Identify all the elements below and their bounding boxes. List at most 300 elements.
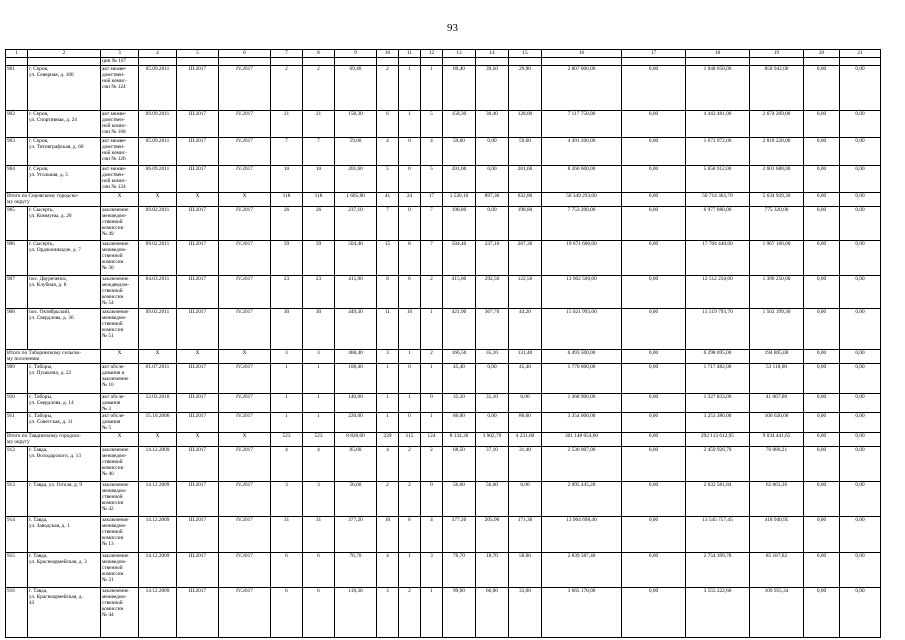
table-cell: 0,00 xyxy=(804,413,840,432)
table-cell: 2 601 688,00 xyxy=(750,166,804,193)
column-number-cell: 8 xyxy=(303,50,335,58)
table-cell: III.2017 xyxy=(177,552,219,587)
total-label-cell: Итого по Серовскому городско- му округу xyxy=(6,193,101,207)
table-cell: 6 xyxy=(271,552,303,587)
table-cell: X xyxy=(101,350,139,364)
table-cell: 2 095 445,20 xyxy=(542,481,622,516)
table-cell: 05.09.2011 xyxy=(139,66,177,111)
row-number-cell: 904 xyxy=(6,166,28,193)
table-cell: 632,80 xyxy=(509,193,542,207)
table-cell: 1 xyxy=(271,394,303,413)
table-cell: 4 491 200,00 xyxy=(542,138,622,166)
address-cell: г. Тавда, ул. Володарского, д. 13 xyxy=(28,446,101,481)
table-cell: 523 xyxy=(303,432,335,446)
table-cell: 0,00 xyxy=(840,166,881,193)
table-cell: III.2017 xyxy=(177,66,219,111)
table-cell: 194 805,00 xyxy=(750,350,804,364)
table-cell: ции № 167 xyxy=(101,58,139,66)
table-cell: 1 xyxy=(377,413,399,432)
table-cell: 39,50 xyxy=(476,66,509,111)
table-cell: 0,00 xyxy=(804,207,840,241)
table-cell: 115 xyxy=(399,432,421,446)
address-cell: г. Сысерть, ул. Орджоникидзе, д. 7 xyxy=(28,241,101,276)
table-cell: 4 xyxy=(303,446,335,481)
table-cell: 0,00 xyxy=(622,552,686,587)
table-cell: IV.2017 xyxy=(219,138,271,166)
table-cell: 1 xyxy=(399,111,421,138)
document-cell: акт межве- домствен- ной комис- сии № 124 xyxy=(101,166,139,193)
table-cell: 14.12.2009 xyxy=(139,446,177,481)
table-cell: 86,00 xyxy=(443,413,476,432)
table-cell: 0 xyxy=(399,413,421,432)
address-cell: пос. Двуреченск, ул. Клубная, д. 8 xyxy=(28,276,101,309)
table-row xyxy=(6,364,881,394)
table-cell: 2 754 399,78 xyxy=(686,552,750,587)
table-cell: 58,00 xyxy=(509,552,542,587)
table-cell: 6 493 500,00 xyxy=(542,350,622,364)
address-cell: пос. Октябрьский, ул. Свердлова, д. 36 xyxy=(28,309,101,350)
table-cell: 0,00 xyxy=(804,481,840,516)
total-row xyxy=(6,350,881,364)
table-cell: 4 xyxy=(271,446,303,481)
table-row xyxy=(6,138,881,166)
table-cell: 8 260 600,00 xyxy=(542,166,622,193)
table-cell: 205,90 xyxy=(476,516,509,552)
continuation-row xyxy=(6,58,881,66)
table-cell: 2 032 581,84 xyxy=(686,481,750,516)
table-cell: 418 940,95 xyxy=(750,516,804,552)
column-number-cell: 13 xyxy=(443,50,476,58)
column-number-cell: 19 xyxy=(750,50,804,58)
table-cell: 415,00 xyxy=(335,276,377,309)
resettlement-table xyxy=(5,49,881,638)
document-cell: заключение межведом- ственной комиссии № 42 xyxy=(101,481,139,516)
table-cell: 69,40 xyxy=(443,66,476,111)
table-cell: 0 xyxy=(399,364,421,394)
table-cell: 109 955,34 xyxy=(750,587,804,637)
table-cell: 2 xyxy=(303,66,335,111)
table-cell xyxy=(377,58,399,66)
table-cell: 0,00 xyxy=(476,207,509,241)
table-cell xyxy=(542,58,622,66)
table-cell: 0,00 xyxy=(622,193,686,207)
table-cell: 0,00 xyxy=(804,587,840,637)
table-cell: 56,60 xyxy=(335,481,377,516)
table-row xyxy=(6,66,881,111)
address-cell: г. Тавда, ул. Заводская, д. 1 xyxy=(28,516,101,552)
table-row xyxy=(6,516,881,552)
table-cell: 3 665 178,00 xyxy=(542,587,622,637)
document-cell: заключение межведом- ственной комиссии № 30 xyxy=(101,241,139,276)
table-cell: 0,00 xyxy=(622,481,686,516)
table-header-row xyxy=(6,50,881,58)
table-cell: 1 717 482,00 xyxy=(686,364,750,394)
table-cell: 12.03.2010 xyxy=(139,394,177,413)
table-cell: 1 xyxy=(303,364,335,394)
row-number-cell: 915 xyxy=(6,552,28,587)
table-cell: 0,00 xyxy=(840,446,881,481)
table-cell: 59,60 xyxy=(443,138,476,166)
table-cell: 86,00 xyxy=(509,413,542,432)
table-cell: 1 xyxy=(377,364,399,394)
column-number-cell: 6 xyxy=(219,50,271,58)
table-cell: 37,10 xyxy=(476,446,509,481)
table-cell: 198,80 xyxy=(509,207,542,241)
table-cell: 1 xyxy=(421,364,443,394)
document-cell: заключение межведом- ственной комиссии № 21 xyxy=(101,552,139,587)
table-cell: 31 xyxy=(271,516,303,552)
document-cell: акт обсле- дования № 3 xyxy=(101,394,139,413)
table-cell: 3 xyxy=(377,587,399,637)
table-cell: 3 253 380,00 xyxy=(686,413,750,432)
table-cell: 56 349 293,00 xyxy=(542,193,622,207)
table-cell: 301 148 054,60 xyxy=(542,432,622,446)
table-cell: 0,00 xyxy=(840,276,881,309)
table-cell: 68,50 xyxy=(443,446,476,481)
table-cell: X xyxy=(177,350,219,364)
table-cell: 1 xyxy=(399,350,421,364)
column-number-cell: 15 xyxy=(509,50,542,58)
table-cell: III.2017 xyxy=(177,309,219,350)
table-cell: 44,20 xyxy=(509,309,542,350)
table-cell: 421,90 xyxy=(443,309,476,350)
table-cell: IV.2017 xyxy=(219,207,271,241)
table-cell: 2 818 228,00 xyxy=(750,138,804,166)
table-cell: 09.02.2011 xyxy=(139,309,177,350)
table-cell: 41 xyxy=(377,193,399,207)
table-cell: IV.2017 xyxy=(219,394,271,413)
table-cell: 0,00 xyxy=(840,587,881,637)
table-cell: 7 753 200,00 xyxy=(542,207,622,241)
table-row xyxy=(6,394,881,413)
table-cell: 1 390 250,00 xyxy=(750,276,804,309)
table-cell: 0,00 xyxy=(840,66,881,111)
table-cell: 0,00 xyxy=(840,516,881,552)
table-cell: 12 512 250,00 xyxy=(686,276,750,309)
table-cell: 4 231,60 xyxy=(509,432,542,446)
table-row xyxy=(6,309,881,350)
table-cell: 2 xyxy=(377,66,399,111)
table-cell: IV.2017 xyxy=(219,552,271,587)
row-number-cell: 911 xyxy=(6,413,28,432)
table-cell: III.2017 xyxy=(177,481,219,516)
table-cell: 6 298 695,00 xyxy=(686,350,750,364)
document-cell: заключение межведом- ственной комиссии № 13 xyxy=(101,516,139,552)
table-cell: 76,70 xyxy=(443,552,476,587)
table-cell: III.2017 xyxy=(177,138,219,166)
table-cell: III.2017 xyxy=(177,516,219,552)
table-cell: 10 xyxy=(399,309,421,350)
table-cell: 897,30 xyxy=(476,193,509,207)
table-cell: 3 xyxy=(271,481,303,516)
table-cell: 0,00 xyxy=(840,552,881,587)
table-row xyxy=(6,481,881,516)
table-cell: 523 xyxy=(271,432,303,446)
table-cell: 0,00 xyxy=(804,516,840,552)
table-cell: 53 118,00 xyxy=(750,364,804,394)
table-cell: 59,60 xyxy=(335,138,377,166)
table-cell: 2 536 007,00 xyxy=(542,446,622,481)
table-cell: 6 xyxy=(271,587,303,637)
total-row xyxy=(6,432,881,446)
row-number-cell: 908 xyxy=(6,309,28,350)
table-cell: 1 xyxy=(421,66,443,111)
table-cell: 0,00 xyxy=(622,111,686,138)
table-cell: 449,30 xyxy=(335,309,377,350)
table-cell: 0,00 xyxy=(476,364,509,394)
table-cell: 10 xyxy=(377,516,399,552)
table-cell: IV.2017 xyxy=(219,166,271,193)
column-number-cell: 1 xyxy=(6,50,28,58)
table-cell: 0,00 xyxy=(840,193,881,207)
table-cell: 4 xyxy=(377,138,399,166)
table-cell xyxy=(476,58,509,66)
column-number-cell: 2 xyxy=(28,50,101,58)
document-cell: заключение межведом- ственной комиссии № 49 xyxy=(101,207,139,241)
table-cell: 1 327 833,00 xyxy=(686,394,750,413)
table-cell: 0,00 xyxy=(622,207,686,241)
table-cell: 122,50 xyxy=(509,276,542,309)
table-cell: 0,00 xyxy=(804,66,840,111)
table-cell: 13 902 500,00 xyxy=(542,276,622,309)
table-cell: 0 xyxy=(421,394,443,413)
table-cell: 124 xyxy=(421,432,443,446)
table-cell: 5 xyxy=(377,166,399,193)
table-cell: 41 067,00 xyxy=(750,394,804,413)
column-number-cell: 4 xyxy=(139,50,177,58)
table-cell: 0,00 xyxy=(840,364,881,394)
table-cell: III.2017 xyxy=(177,446,219,481)
table-cell xyxy=(804,58,840,66)
table-cell: III.2017 xyxy=(177,394,219,413)
column-number-cell: 9 xyxy=(335,50,377,58)
table-cell: 0,00 xyxy=(804,111,840,138)
table-cell: 30,40 xyxy=(476,111,509,138)
table-cell xyxy=(335,58,377,66)
table-cell: 201,60 xyxy=(509,166,542,193)
row-number-cell: 906 xyxy=(6,241,28,276)
table-cell xyxy=(421,58,443,66)
table-cell: 0,00 xyxy=(622,364,686,394)
address-cell: с. Таборы, ул. Свердлова, д. 14 xyxy=(28,394,101,413)
table-cell: 45,40 xyxy=(443,364,476,394)
document-cell: заключение межведом- ственной комиссии № 40 xyxy=(101,446,139,481)
table-cell: X xyxy=(139,432,177,446)
table-cell: 24 xyxy=(399,193,421,207)
document-cell: акт межве- домствен- ной комис- сии № 168 xyxy=(101,111,139,138)
table-cell: 6 xyxy=(399,276,421,309)
table-cell: 0,00 xyxy=(622,138,686,166)
table-cell: 4 xyxy=(421,516,443,552)
table-cell: 18,70 xyxy=(476,552,509,587)
table-cell: 1 xyxy=(399,66,421,111)
table-cell: 10 xyxy=(303,166,335,193)
row-number-cell: 913 xyxy=(6,481,28,516)
column-number-cell: 21 xyxy=(840,50,881,58)
table-cell: 0,00 xyxy=(804,138,840,166)
document-cell: акт межве- домствен- ной комис- сии № 124 xyxy=(101,66,139,111)
table-cell: 0,00 xyxy=(622,66,686,111)
table-cell: 3 555 222,66 xyxy=(686,587,750,637)
table-cell: 09.09.2011 xyxy=(139,111,177,138)
table-cell: 0,00 xyxy=(840,481,881,516)
table-cell: 8 xyxy=(377,276,399,309)
column-number-cell: 11 xyxy=(399,50,421,58)
table-cell: 56,60 xyxy=(476,481,509,516)
table-cell: 166,50 xyxy=(443,350,476,364)
column-number-cell: 16 xyxy=(542,50,622,58)
table-cell: 39 xyxy=(271,241,303,276)
column-number-cell: 17 xyxy=(622,50,686,58)
table-cell: 2 xyxy=(399,587,421,637)
table-cell: 8 xyxy=(399,241,421,276)
table-cell: 2 459 926,79 xyxy=(686,446,750,481)
table-cell: 0,00 xyxy=(476,166,509,193)
column-number-cell: 7 xyxy=(271,50,303,58)
page-number: 93 xyxy=(447,22,458,34)
table-cell: 367,70 xyxy=(476,309,509,350)
table-cell: 3 xyxy=(303,350,335,364)
row-number-cell: 910 xyxy=(6,394,28,413)
table-cell: 128,00 xyxy=(509,111,542,138)
table-cell: 6 xyxy=(377,111,399,138)
table-cell: 56,60 xyxy=(443,481,476,516)
table-cell: 01.07.2011 xyxy=(139,364,177,394)
table-cell xyxy=(28,58,101,66)
table-cell: 7 117 750,00 xyxy=(542,111,622,138)
table-cell: 0,00 xyxy=(840,413,881,432)
table-cell: 267,30 xyxy=(509,241,542,276)
table-cell: 30 xyxy=(271,309,303,350)
table-cell: 3 902,70 xyxy=(476,432,509,446)
table-cell: 239 xyxy=(377,432,399,446)
table-cell: 33,00 xyxy=(509,587,542,637)
table-cell: X xyxy=(139,193,177,207)
table-cell: 2 xyxy=(421,446,443,481)
table-cell: 62 863,36 xyxy=(750,481,804,516)
table-cell: 201,60 xyxy=(335,166,377,193)
column-number-cell: 14 xyxy=(476,50,509,58)
table-cell: 2 807 000,00 xyxy=(542,66,622,111)
table-cell: 0,00 xyxy=(622,432,686,446)
table-cell: IV.2017 xyxy=(219,364,271,394)
column-number-cell: 20 xyxy=(804,50,840,58)
table-cell: IV.2017 xyxy=(219,413,271,432)
address-cell: г. Серов, ул. Северная, д. 100 xyxy=(28,66,101,111)
table-cell: 0,00 xyxy=(509,394,542,413)
row-number-cell: 903 xyxy=(6,138,28,166)
table-cell: 35,10 xyxy=(476,394,509,413)
table-cell: 0,00 xyxy=(622,166,686,193)
table-cell: 0,00 xyxy=(804,394,840,413)
table-cell: 15 xyxy=(377,241,399,276)
table-cell: X xyxy=(101,193,139,207)
table-cell: 0,00 xyxy=(622,350,686,364)
table-cell: 504,40 xyxy=(443,241,476,276)
table-cell: III.2017 xyxy=(177,276,219,309)
table-cell: 05.09.2011 xyxy=(139,138,177,166)
table-cell: 76 080,21 xyxy=(750,446,804,481)
table-cell: 0,00 xyxy=(840,394,881,413)
table-cell: 377,20 xyxy=(443,516,476,552)
table-cell: 7 xyxy=(421,241,443,276)
table-cell: 13 519 793,70 xyxy=(686,309,750,350)
table-cell: 14.12.2009 xyxy=(139,587,177,637)
table-cell: 8 134,30 xyxy=(443,432,476,446)
table-cell: 6 xyxy=(303,552,335,587)
table-cell: 35,10 xyxy=(476,350,509,364)
table-cell: 0,00 xyxy=(622,587,686,637)
table-cell: 7 xyxy=(303,138,335,166)
table-cell: 17 704 440,00 xyxy=(686,241,750,276)
table-cell: 4 xyxy=(377,552,399,587)
table-cell: IV.2017 xyxy=(219,309,271,350)
table-row xyxy=(6,413,881,432)
table-cell: 0,00 xyxy=(476,138,509,166)
table-cell: 17 xyxy=(421,193,443,207)
table-cell: 13 545 757,45 xyxy=(686,516,750,552)
table-cell: 0,00 xyxy=(804,276,840,309)
table-cell: III.2017 xyxy=(177,111,219,138)
table-cell: 3 xyxy=(303,481,335,516)
row-number-cell: 902 xyxy=(6,111,28,138)
table-cell: 6 xyxy=(399,516,421,552)
table-cell: X xyxy=(219,350,271,364)
table-row xyxy=(6,446,881,481)
table-cell: 0,00 xyxy=(804,309,840,350)
table-cell: 0,00 xyxy=(804,432,840,446)
table-cell: 292,50 xyxy=(476,276,509,309)
table-cell: 237,10 xyxy=(335,207,377,241)
table-cell: 45,40 xyxy=(509,364,542,394)
table-cell: 15 021 993,00 xyxy=(542,309,622,350)
table-cell: X xyxy=(177,432,219,446)
table-cell: 7 xyxy=(377,207,399,241)
table-cell: 3 354 000,00 xyxy=(542,413,622,432)
table-cell: 0,00 xyxy=(804,552,840,587)
table-cell: 50 714 363,70 xyxy=(686,193,750,207)
table-cell: 0,00 xyxy=(840,111,881,138)
table-cell: 1 xyxy=(421,587,443,637)
document-cell: заключение междведом- ственной комиссии № 54 xyxy=(101,276,139,309)
row-number-cell: 905 xyxy=(6,207,28,241)
table-cell: 858 942,00 xyxy=(750,66,804,111)
table-cell: 19 671 600,00 xyxy=(542,241,622,276)
table-cell: 0 xyxy=(399,207,421,241)
table-cell: 0,00 xyxy=(509,481,542,516)
table-cell: 11 xyxy=(377,309,399,350)
row-number-cell: 914 xyxy=(6,516,28,552)
document-cell: заключение межведом- ственной комиссии № 51 xyxy=(101,309,139,350)
table-cell: III.2017 xyxy=(177,207,219,241)
table-cell: 4 xyxy=(421,138,443,166)
table-cell: X xyxy=(139,350,177,364)
table-cell: 6 xyxy=(303,587,335,637)
table-cell: X xyxy=(177,193,219,207)
table-row xyxy=(6,241,881,276)
table-cell: 14.12.2009 xyxy=(139,552,177,587)
table-cell: 30 xyxy=(303,309,335,350)
column-number-cell: 3 xyxy=(101,50,139,58)
table-cell: 415,00 xyxy=(443,276,476,309)
table-cell: 0,00 xyxy=(622,394,686,413)
address-cell: г. Тавда, ул. Красноармейская, д. 43 xyxy=(28,587,101,637)
table-cell: III.2017 xyxy=(177,413,219,432)
table-cell xyxy=(6,58,28,66)
table-cell: 158,30 xyxy=(443,111,476,138)
table-cell: 2 674 269,00 xyxy=(750,111,804,138)
table-cell: 04.03.2011 xyxy=(139,276,177,309)
